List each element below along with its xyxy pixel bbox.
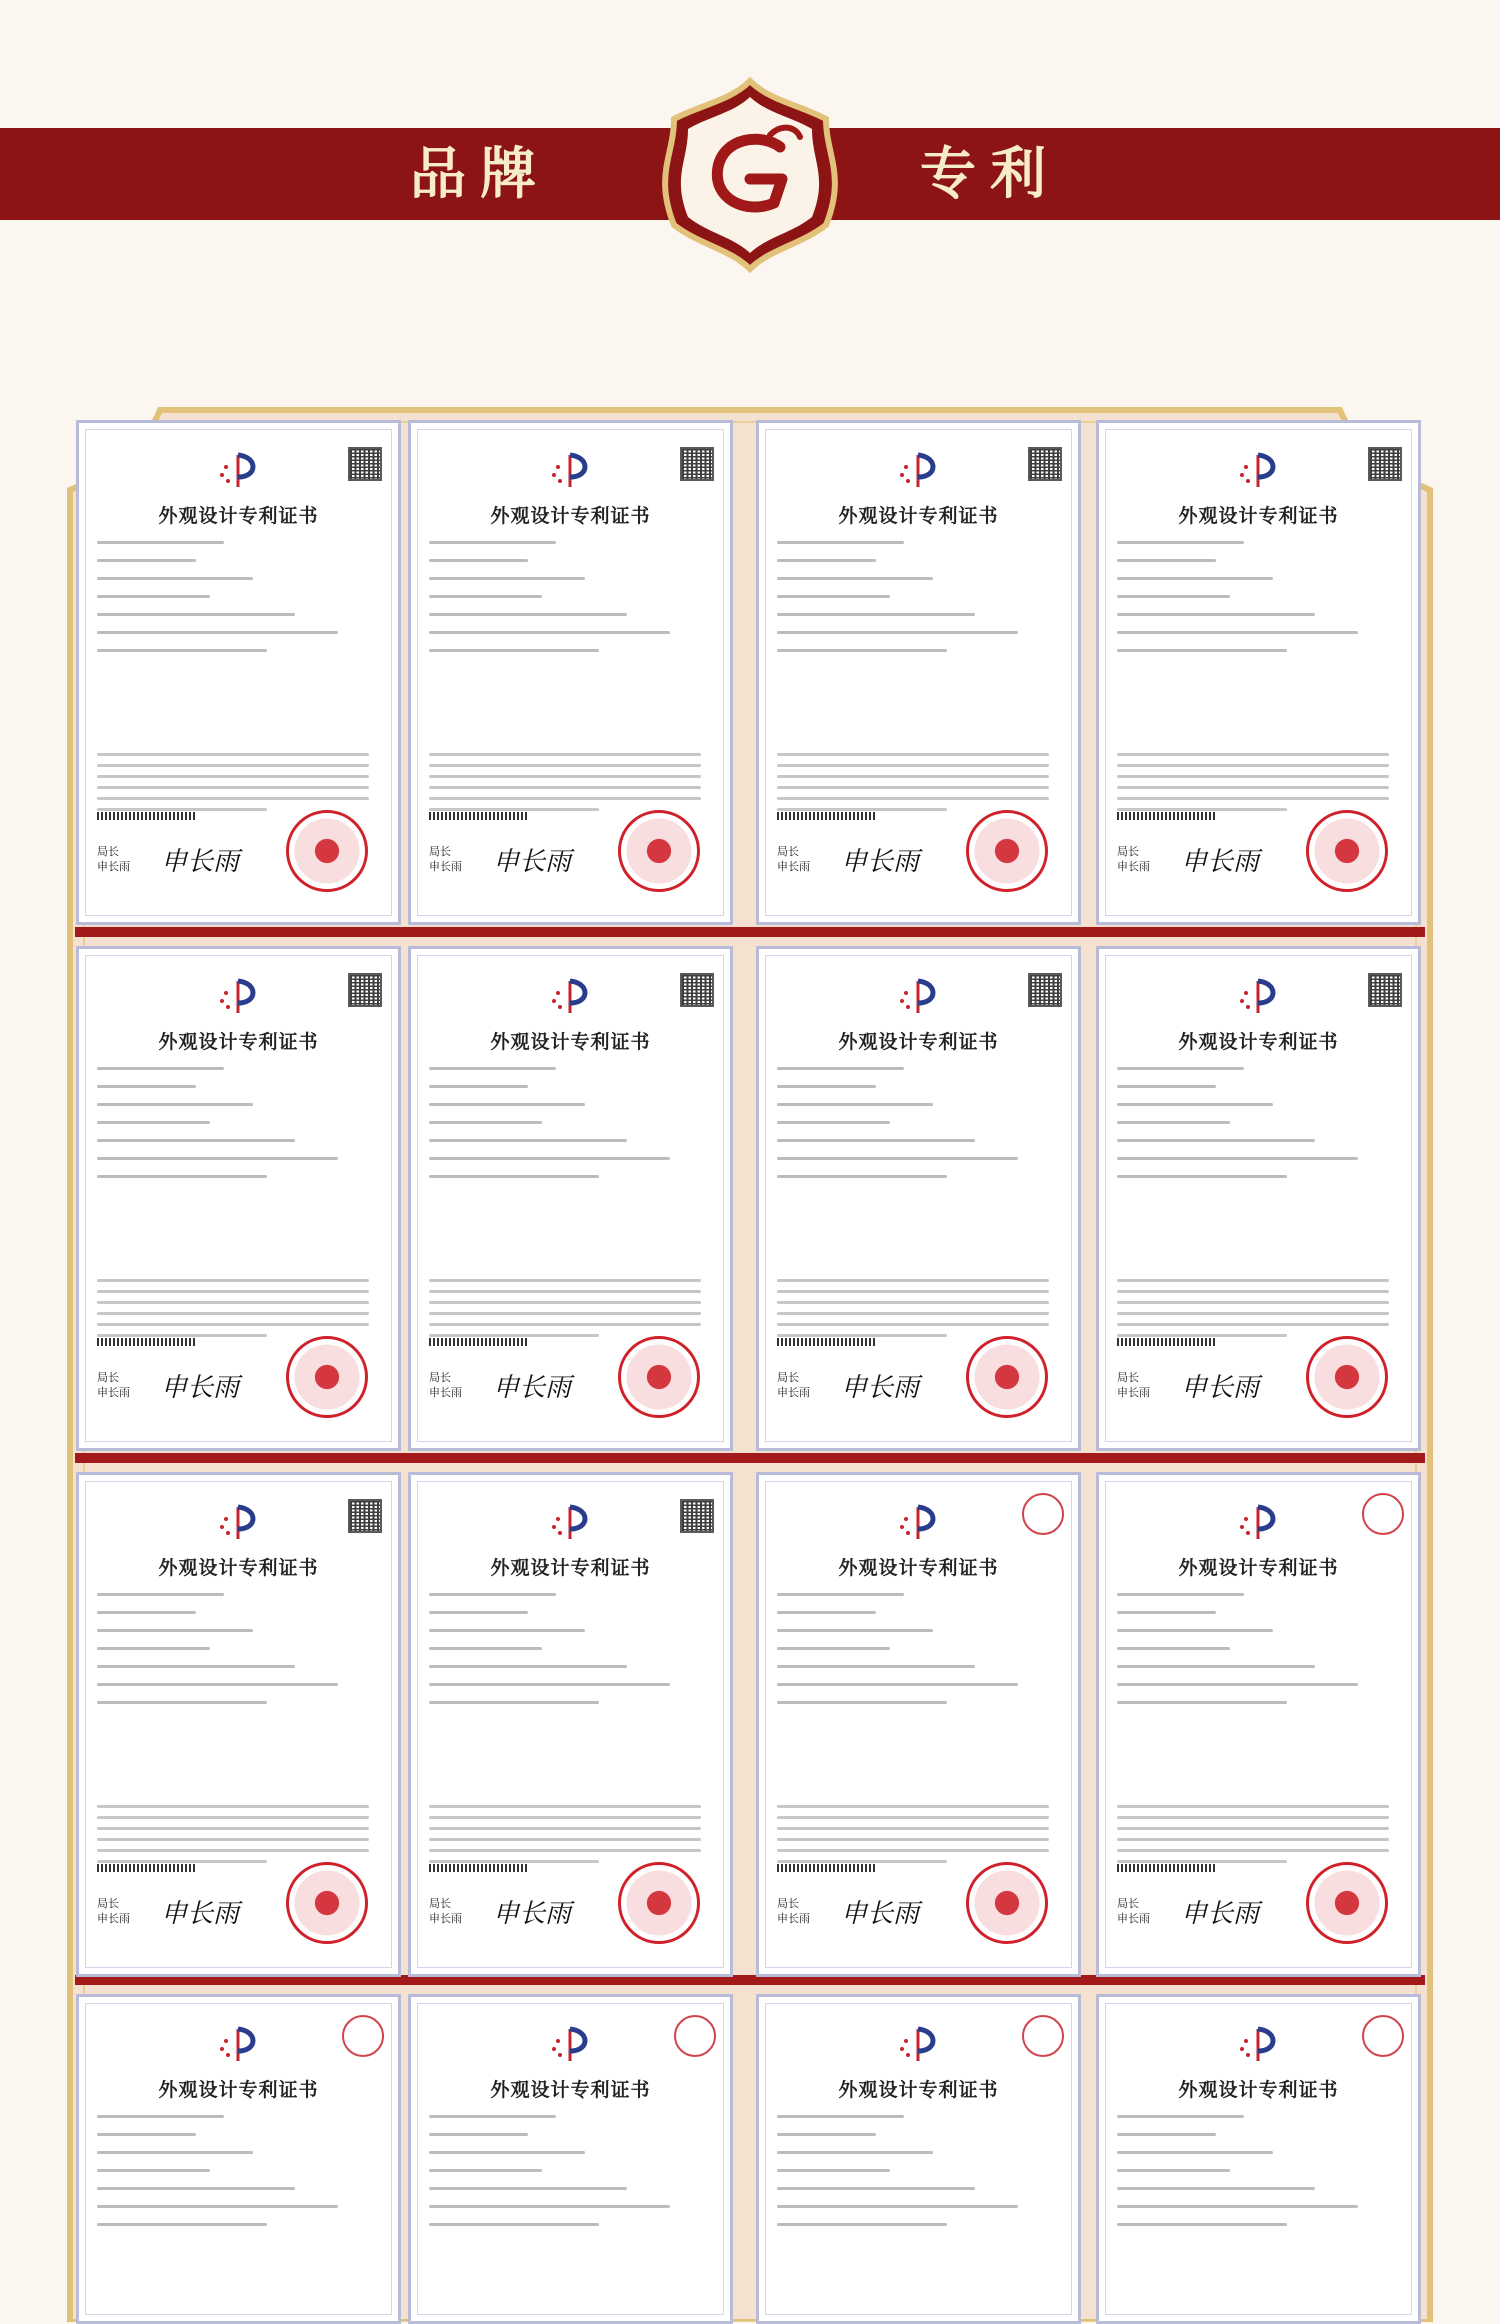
official-seal-icon [1306, 810, 1388, 892]
cnipa-emblem-icon [1236, 451, 1282, 491]
certificate-body-text [429, 1279, 712, 1345]
official-seal-icon [1306, 1336, 1388, 1418]
official-seal-icon [966, 1336, 1048, 1418]
official-seal-icon [286, 810, 368, 892]
certificate-fields [97, 541, 380, 667]
director-label: 局长 申长雨 [1117, 1371, 1150, 1399]
director-label: 局长 申长雨 [97, 1371, 130, 1399]
certificate-body-text [1117, 753, 1400, 819]
director-label: 局长 申长雨 [777, 1371, 810, 1399]
director-signature: 申长雨 [161, 1899, 240, 1929]
certificate-fields [429, 541, 712, 667]
barcode-icon [429, 1864, 529, 1872]
patent-certificate [1096, 420, 1421, 925]
cnipa-emblem-icon [1236, 1503, 1282, 1543]
cnipa-emblem-icon [548, 1503, 594, 1543]
red-stamp-icon [1362, 2015, 1404, 2057]
barcode-icon [1117, 1338, 1217, 1346]
patent-certificate [76, 1994, 401, 2324]
certificate-fields [777, 1593, 1060, 1719]
director-label: 局长 申长雨 [97, 1897, 130, 1925]
certificate-fields [777, 1067, 1060, 1193]
certificate-fields [1117, 1593, 1400, 1719]
red-stamp-icon [674, 2015, 716, 2057]
patent-certificate [756, 420, 1081, 925]
director-label: 局长 申长雨 [429, 1897, 462, 1925]
barcode-icon [1117, 1864, 1217, 1872]
director-label: 局长 申长雨 [429, 845, 462, 873]
cnipa-emblem-icon [216, 1503, 262, 1543]
qr-code-icon [680, 1499, 714, 1533]
certificate-body-text [97, 1805, 380, 1871]
director-signature: 申长雨 [161, 1373, 240, 1403]
director-signature: 申长雨 [493, 847, 572, 877]
director-label: 局长 申长雨 [1117, 1897, 1150, 1925]
certificate-fields [1117, 2115, 1400, 2241]
certificate-body-text [777, 1805, 1060, 1871]
patent-certificate [1096, 1994, 1421, 2324]
certificate-fields [1117, 1067, 1400, 1193]
certificate-title: 外观设计专利证书 [158, 1557, 319, 1579]
director-signature: 申长雨 [1181, 1373, 1260, 1403]
barcode-icon [777, 812, 877, 820]
certificate-title: 外观设计专利证书 [158, 2079, 319, 2101]
certificate-title: 外观设计专利证书 [490, 1557, 651, 1579]
cnipa-emblem-icon [1236, 977, 1282, 1017]
director-label: 局长 申长雨 [777, 845, 810, 873]
header-word-patent: 专利 [920, 142, 1060, 207]
director-signature: 申长雨 [1181, 1899, 1260, 1929]
header-word-brand: 品牌 [410, 142, 550, 207]
director-label: 局长 申长雨 [777, 1897, 810, 1925]
official-seal-icon [618, 810, 700, 892]
certificate-title: 外观设计专利证书 [838, 1031, 999, 1053]
director-signature: 申长雨 [841, 1899, 920, 1929]
certificate-title: 外观设计专利证书 [1178, 1557, 1339, 1579]
qr-code-icon [1368, 973, 1402, 1007]
director-signature: 申长雨 [493, 1373, 572, 1403]
director-signature: 申长雨 [841, 1373, 920, 1403]
patent-certificate [408, 1994, 733, 2324]
cnipa-emblem-icon [896, 451, 942, 491]
certificate-title: 外观设计专利证书 [1178, 505, 1339, 527]
certificate-title: 外观设计专利证书 [838, 1557, 999, 1579]
qr-code-icon [1028, 447, 1062, 481]
cnipa-emblem-icon [896, 977, 942, 1017]
certificate-title: 外观设计专利证书 [490, 505, 651, 527]
certificate-title: 外观设计专利证书 [490, 2079, 651, 2101]
director-label: 局长 申长雨 [1117, 845, 1150, 873]
certificate-title: 外观设计专利证书 [158, 1031, 319, 1053]
certificate-title: 外观设计专利证书 [490, 1031, 651, 1053]
barcode-icon [1117, 812, 1217, 820]
certificate-body-text [1117, 1805, 1400, 1871]
certificate-body-text [429, 753, 712, 819]
cnipa-emblem-icon [896, 2025, 942, 2065]
certificate-title: 外观设计专利证书 [158, 505, 319, 527]
cnipa-emblem-icon [1236, 2025, 1282, 2065]
barcode-icon [777, 1338, 877, 1346]
certificate-body-text [97, 753, 380, 819]
certificate-body-text [777, 753, 1060, 819]
qr-code-icon [348, 1499, 382, 1533]
cnipa-emblem-icon [216, 2025, 262, 2065]
red-stamp-icon [1022, 2015, 1064, 2057]
cnipa-emblem-icon [216, 451, 262, 491]
cnipa-emblem-icon [548, 2025, 594, 2065]
certificate-body-text [97, 1279, 380, 1345]
patent-certificate [756, 946, 1081, 1451]
red-stamp-icon [1362, 1493, 1404, 1535]
patent-certificate [1096, 1472, 1421, 1977]
barcode-icon [97, 1338, 197, 1346]
certificate-body-text [429, 1805, 712, 1871]
certificate-fields [97, 2115, 380, 2241]
official-seal-icon [618, 1336, 700, 1418]
certificate-fields [777, 2115, 1060, 2241]
patent-certificate [76, 420, 401, 925]
official-seal-icon [286, 1336, 368, 1418]
barcode-icon [97, 812, 197, 820]
patent-certificate [756, 1994, 1081, 2324]
red-stamp-icon [1022, 1493, 1064, 1535]
cnipa-emblem-icon [896, 1503, 942, 1543]
row-separator [75, 927, 1425, 937]
red-stamp-icon [342, 2015, 384, 2057]
certificate-fields [1117, 541, 1400, 667]
director-label: 局长 申长雨 [429, 1371, 462, 1399]
qr-code-icon [348, 973, 382, 1007]
official-seal-icon [618, 1862, 700, 1944]
cnipa-emblem-icon [216, 977, 262, 1017]
patent-certificate [76, 946, 401, 1451]
barcode-icon [777, 1864, 877, 1872]
patent-certificate [408, 946, 733, 1451]
patent-certificate [76, 1472, 401, 1977]
qr-code-icon [348, 447, 382, 481]
brand-logo-icon [650, 75, 850, 275]
barcode-icon [429, 812, 529, 820]
patent-certificate [408, 1472, 733, 1977]
official-seal-icon [1306, 1862, 1388, 1944]
director-label: 局长 申长雨 [97, 845, 130, 873]
certificate-fields [777, 541, 1060, 667]
row-separator [75, 1453, 1425, 1463]
director-signature: 申长雨 [161, 847, 240, 877]
certificate-fields [429, 1593, 712, 1719]
qr-code-icon [680, 447, 714, 481]
director-signature: 申长雨 [1181, 847, 1260, 877]
official-seal-icon [966, 1862, 1048, 1944]
certificate-body-text [777, 1279, 1060, 1345]
patent-certificate [408, 420, 733, 925]
director-signature: 申长雨 [841, 847, 920, 877]
certificate-fields [429, 2115, 712, 2241]
barcode-icon [429, 1338, 529, 1346]
certificate-body-text [1117, 1279, 1400, 1345]
certificate-title: 外观设计专利证书 [1178, 2079, 1339, 2101]
certificate-fields [97, 1067, 380, 1193]
patent-certificate [756, 1472, 1081, 1977]
qr-code-icon [1368, 447, 1402, 481]
barcode-icon [97, 1864, 197, 1872]
certificate-fields [429, 1067, 712, 1193]
certificate-fields [97, 1593, 380, 1719]
certificate-title: 外观设计专利证书 [838, 505, 999, 527]
certificate-title: 外观设计专利证书 [1178, 1031, 1339, 1053]
patent-certificate [1096, 946, 1421, 1451]
qr-code-icon [1028, 973, 1062, 1007]
cnipa-emblem-icon [548, 977, 594, 1017]
cnipa-emblem-icon [548, 451, 594, 491]
official-seal-icon [966, 810, 1048, 892]
qr-code-icon [680, 973, 714, 1007]
certificate-title: 外观设计专利证书 [838, 2079, 999, 2101]
official-seal-icon [286, 1862, 368, 1944]
director-signature: 申长雨 [493, 1899, 572, 1929]
